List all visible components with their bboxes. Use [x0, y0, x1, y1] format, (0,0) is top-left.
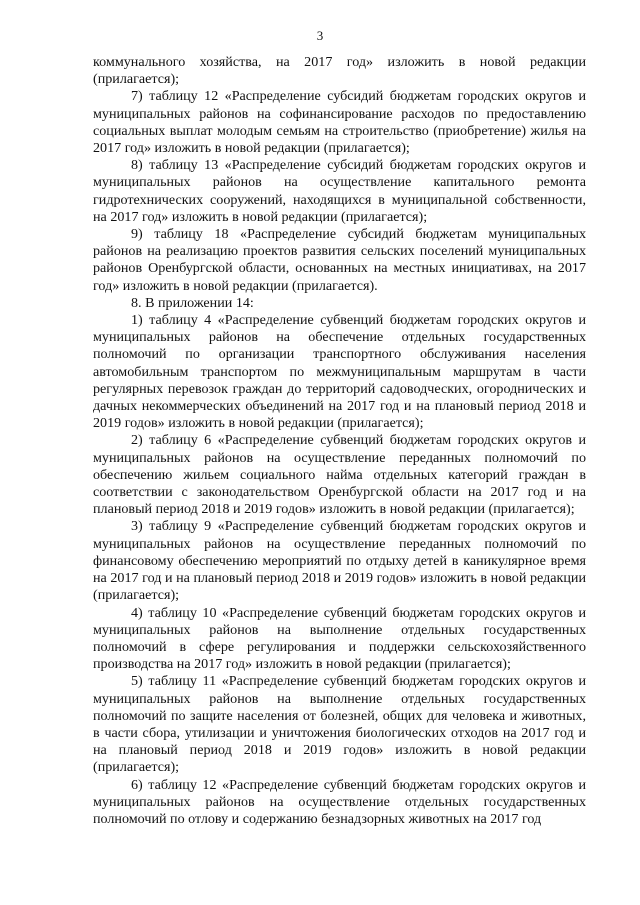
paragraph-section-8-appendix-14: 8. В приложении 14:	[131, 294, 254, 311]
paragraph-item-5-table-11: 5) таблицу 11 «Распределение субвенций бюджетам городских округов и муниципальных районов на выполнение отдельных государственных полномочий по защите населения от болезней, общих для человека и животных, в части сбора, утилизации и уничтожения биологических отходов на 2017 год и на плановый период 2018 и 2019 годов» изложить в новой редакции (прилагается);	[93, 673, 586, 776]
paragraph-item-7-table-12: 7) таблицу 12 «Распределение субсидий бюджетам городских округов и муниципальных районов на софинансирование расходов по предоставлению социальных выплат молодым семьям на строительство (приобретение) жилья на 2017 год» изложить в новой редакции (прилагается);	[93, 88, 586, 157]
paragraph-item-6-table-12: 6) таблицу 12 «Распределение субвенций бюджетам городских округов и муниципальных районов на осуществление отдельных государственных полномочий по отлову и содержанию безнадзорных животных на 2017 год	[93, 776, 586, 827]
paragraph-continuation: коммунального хозяйства, на 2017 год» изложить в новой редакции (прилагается);	[93, 54, 586, 88]
paragraph-item-8-table-13: 8) таблицу 13 «Распределение субсидий бюджетам городских округов и муниципальных районов на осуществление капитального ремонта гидротехнических сооружений, находящихся в муниципальной собственности, на 2017 год» изложить в новой редакции (прилагается);	[93, 157, 586, 225]
paragraph-item-1-table-4: 1) таблицу 4 «Распределение субвенций бюджетам городских округов и муниципальных районов на обеспечение отдельных государственных полномочий по организации транспортного обслуживания населения автомобильным транспортом по межмуниципальным маршрутам в части регулярных перевозок граждан до территорий садоводческих, огороднических и дачных некоммерческих объединений на 2017 год и на плановый период 2018 и 2019 годов» изложить в новой редакции (прилагается);	[93, 312, 586, 432]
document-body	[93, 54, 586, 828]
page-number: 3	[316, 28, 324, 43]
paragraph-item-4-table-10: 4) таблицу 10 «Распределение субвенций бюджетам городских округов и муниципальных районов на выполнение отдельных государственных полномочий в сфере регулирования и поддержки сельскохозяйственного производства на 2017 год» изложить в новой редакции (прилагается);	[93, 604, 586, 673]
paragraph-item-3-table-9: 3) таблицу 9 «Распределение субвенций бюджетам городских округов и муниципальных районов на осуществление переданных полномочий по финансовому обеспечению мероприятий по отдыху детей в каникулярное время на 2017 год и на плановый период 2018 и 2019 годов» изложить в новой редакции (прилагается);	[93, 518, 586, 604]
paragraph-item-9-table-18: 9) таблицу 18 «Распределение субсидий бюджетам муниципальных районов на реализацию проектов развития сельских поселений муниципальных районов Оренбургской области, основанных на местных инициативах, на 2017 год» изложить в новой редакции (прилагается).	[93, 226, 586, 294]
paragraph-item-2-table-6: 2) таблицу 6 «Распределение субвенций бюджетам городских округов и муниципальных районов на осуществление переданных полномочий по обеспечению жильем социального найма отдельных категорий граждан в соответствии с законодательством Оренбургской области на 2017 год и на плановый период 2018 и 2019 годов» изложить в новой редакции (прилагается);	[93, 432, 586, 518]
